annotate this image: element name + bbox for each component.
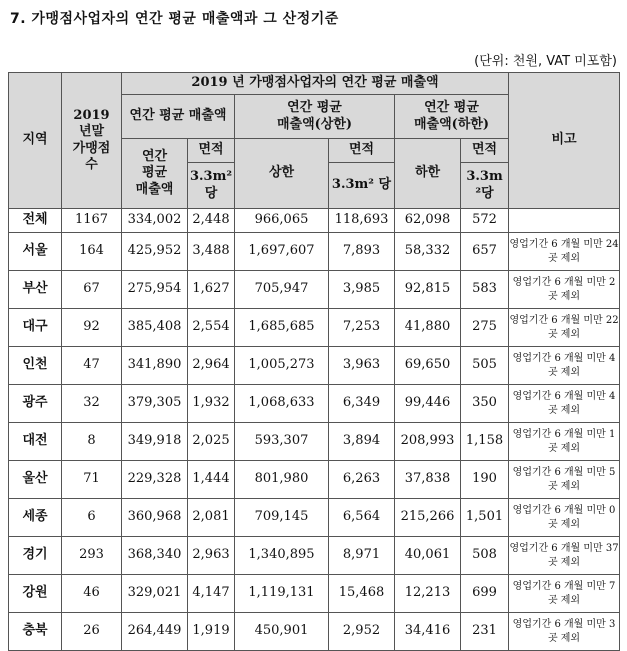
cell-high-area: 7,893 (329, 233, 395, 271)
cell-low-area: 657 (461, 233, 509, 271)
table-row (9, 537, 620, 575)
table-row (9, 271, 620, 309)
header-low-area: 면적 (461, 139, 509, 163)
cell-avg-area: 2,964 (188, 347, 235, 385)
header-upper: 상한 (235, 139, 329, 209)
table-row (9, 461, 620, 499)
header-avg-sales: 연간 평균 매출액 (122, 139, 188, 209)
cell-low-area: 583 (461, 271, 509, 309)
cell-high: 593,307 (235, 423, 329, 461)
cell-region: 충북 (9, 613, 62, 651)
cell-avg: 329,021 (122, 575, 188, 613)
cell-region: 대구 (9, 309, 62, 347)
cell-low-area: 1,501 (461, 499, 509, 537)
cell-avg-area: 3,488 (188, 233, 235, 271)
cell-count: 8 (62, 423, 122, 461)
cell-avg-area: 1,932 (188, 385, 235, 423)
cell-note: 영업기간 6 개월 미만 2 곳 제외 (509, 271, 620, 309)
cell-low: 69,650 (395, 347, 461, 385)
cell-avg: 368,340 (122, 537, 188, 575)
cell-high-area: 3,894 (329, 423, 395, 461)
cell-avg: 334,002 (122, 209, 188, 233)
table-row (9, 347, 620, 385)
cell-low: 99,446 (395, 385, 461, 423)
cell-region: 광주 (9, 385, 62, 423)
cell-note: 영업기간 6 개월 미만 5 곳 제외 (509, 461, 620, 499)
cell-low-area: 275 (461, 309, 509, 347)
cell-avg-area: 2,554 (188, 309, 235, 347)
header-note: 비고 (509, 73, 620, 209)
cell-low: 34,416 (395, 613, 461, 651)
table-row (9, 209, 620, 233)
cell-note: 영업기간 6 개월 미만 7 곳 제외 (509, 575, 620, 613)
cell-low: 41,880 (395, 309, 461, 347)
cell-region: 울산 (9, 461, 62, 499)
unit-note: (단위: 천원, VAT 미포함) (474, 54, 617, 69)
cell-avg-area: 2,025 (188, 423, 235, 461)
header-high-area: 면적 (329, 139, 395, 163)
cell-avg: 425,952 (122, 233, 188, 271)
cell-avg: 229,328 (122, 461, 188, 499)
cell-avg-area: 2,081 (188, 499, 235, 537)
table-body (9, 209, 620, 651)
cell-count: 6 (62, 499, 122, 537)
cell-low: 37,838 (395, 461, 461, 499)
cell-high: 1,068,633 (235, 385, 329, 423)
cell-low-area: 350 (461, 385, 509, 423)
header-region: 지역 (9, 73, 62, 209)
cell-avg-area: 4,147 (188, 575, 235, 613)
cell-count: 47 (62, 347, 122, 385)
cell-low-area: 505 (461, 347, 509, 385)
cell-high-area: 3,963 (329, 347, 395, 385)
cell-low: 40,061 (395, 537, 461, 575)
cell-avg-area: 1,919 (188, 613, 235, 651)
header-avg-area: 면적 (188, 139, 235, 163)
section-title: 7. 가맹점사업자의 연간 평균 매출액과 그 산정기준 (10, 11, 339, 27)
cell-note: 영업기간 6 개월 미만 22 곳 제외 (509, 309, 620, 347)
cell-low-area: 508 (461, 537, 509, 575)
cell-avg: 275,954 (122, 271, 188, 309)
cell-note: 영업기간 6 개월 미만 4 곳 제외 (509, 385, 620, 423)
cell-region: 부산 (9, 271, 62, 309)
cell-avg: 379,305 (122, 385, 188, 423)
cell-note (509, 209, 620, 233)
table-row (9, 499, 620, 537)
cell-high: 1,697,607 (235, 233, 329, 271)
cell-high: 966,065 (235, 209, 329, 233)
cell-note: 영업기간 6 개월 미만 1 곳 제외 (509, 423, 620, 461)
cell-high: 1,119,131 (235, 575, 329, 613)
sales-table (8, 72, 620, 651)
header-group-title: 2019 년 가맹점사업자의 연간 평균 매출액 (122, 73, 509, 95)
cell-avg: 341,890 (122, 347, 188, 385)
cell-note: 영업기간 6 개월 미만 24 곳 제외 (509, 233, 620, 271)
cell-low: 215,266 (395, 499, 461, 537)
cell-high-area: 6,349 (329, 385, 395, 423)
cell-high-area: 8,971 (329, 537, 395, 575)
cell-low-area: 572 (461, 209, 509, 233)
cell-note: 영업기간 6 개월 미만 0 곳 제외 (509, 499, 620, 537)
header-avg-group: 연간 평균 매출액 (122, 95, 235, 139)
cell-count: 46 (62, 575, 122, 613)
cell-high: 1,685,685 (235, 309, 329, 347)
header-avg-area-unit: 3.3m² 당 (188, 163, 235, 209)
cell-region: 인천 (9, 347, 62, 385)
header-lower: 하한 (395, 139, 461, 209)
cell-region: 세종 (9, 499, 62, 537)
header-store-count: 2019 년말 가맹점 수 (62, 73, 122, 209)
cell-low: 12,213 (395, 575, 461, 613)
cell-region: 서울 (9, 233, 62, 271)
cell-count: 293 (62, 537, 122, 575)
cell-high-area: 6,263 (329, 461, 395, 499)
cell-region: 강원 (9, 575, 62, 613)
cell-low-area: 699 (461, 575, 509, 613)
cell-low: 62,098 (395, 209, 461, 233)
cell-note: 영업기간 6 개월 미만 37 곳 제외 (509, 537, 620, 575)
table-row (9, 575, 620, 613)
cell-avg-area: 2,448 (188, 209, 235, 233)
header-low-area-unit: 3.3m ²당 (461, 163, 509, 209)
cell-high: 1,005,273 (235, 347, 329, 385)
cell-avg: 264,449 (122, 613, 188, 651)
cell-high-area: 118,693 (329, 209, 395, 233)
cell-avg-area: 2,963 (188, 537, 235, 575)
cell-note: 영업기간 6 개월 미만 4 곳 제외 (509, 347, 620, 385)
cell-region: 경기 (9, 537, 62, 575)
cell-low-area: 231 (461, 613, 509, 651)
cell-high-area: 7,253 (329, 309, 395, 347)
cell-high: 709,145 (235, 499, 329, 537)
cell-high-area: 3,985 (329, 271, 395, 309)
table-row (9, 423, 620, 461)
cell-low: 208,993 (395, 423, 461, 461)
cell-high: 801,980 (235, 461, 329, 499)
cell-count: 164 (62, 233, 122, 271)
cell-avg: 385,408 (122, 309, 188, 347)
cell-high-area: 15,468 (329, 575, 395, 613)
cell-low: 58,332 (395, 233, 461, 271)
header-high-group: 연간 평균 매출액(상한) (235, 95, 395, 139)
cell-low-area: 190 (461, 461, 509, 499)
table-row (9, 613, 620, 651)
cell-count: 1167 (62, 209, 122, 233)
cell-high: 450,901 (235, 613, 329, 651)
cell-avg: 360,968 (122, 499, 188, 537)
cell-high-area: 6,564 (329, 499, 395, 537)
cell-count: 71 (62, 461, 122, 499)
cell-count: 32 (62, 385, 122, 423)
table-row (9, 385, 620, 423)
cell-avg-area: 1,627 (188, 271, 235, 309)
cell-avg: 349,918 (122, 423, 188, 461)
cell-avg-area: 1,444 (188, 461, 235, 499)
cell-count: 67 (62, 271, 122, 309)
header-low-group: 연간 평균 매출액(하한) (395, 95, 509, 139)
table-row (9, 309, 620, 347)
cell-high: 1,340,895 (235, 537, 329, 575)
header-high-area-unit: 3.3m² 당 (329, 163, 395, 209)
cell-low-area: 1,158 (461, 423, 509, 461)
cell-high: 705,947 (235, 271, 329, 309)
table-row (9, 233, 620, 271)
cell-count: 26 (62, 613, 122, 651)
cell-low: 92,815 (395, 271, 461, 309)
cell-high-area: 2,952 (329, 613, 395, 651)
cell-region: 전체 (9, 209, 62, 233)
cell-note: 영업기간 6 개월 미만 3 곳 제외 (509, 613, 620, 651)
cell-count: 92 (62, 309, 122, 347)
cell-region: 대전 (9, 423, 62, 461)
